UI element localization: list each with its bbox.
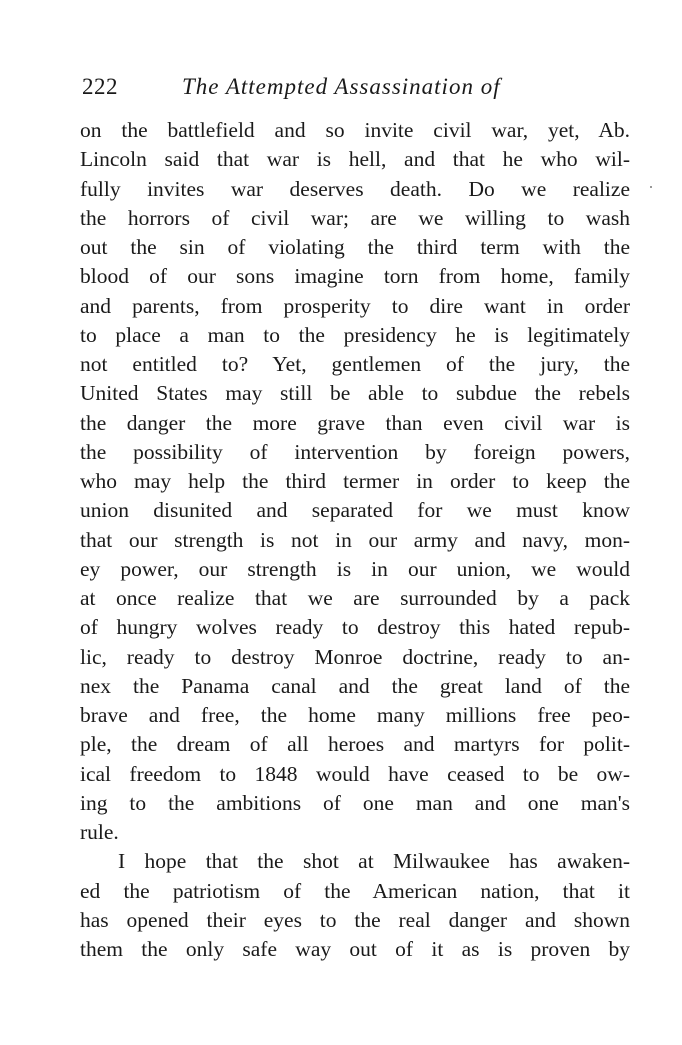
text-line: rule. bbox=[80, 820, 119, 844]
text-line: United States may still be able to subdue the rebels bbox=[80, 381, 630, 406]
text-line: Lincoln said that war is hell, and that he who wil- bbox=[80, 147, 630, 172]
page-number: 222 bbox=[82, 74, 118, 99]
running-head bbox=[82, 70, 630, 104]
text-line: ical freedom to 1848 would have ceased to be ow- bbox=[80, 761, 630, 786]
text-line: I hope that the shot at Milwaukee has awaken- bbox=[118, 849, 630, 874]
text-line: ing to the ambitions of one man and one man's bbox=[80, 790, 630, 815]
text-line: them the only safe way out of it as is proven by bbox=[80, 937, 630, 961]
text-line: the danger the more grave than even civil war is bbox=[80, 410, 630, 435]
text-line: to place a man to the presidency he is legitimately bbox=[80, 322, 630, 347]
text-line: and parents, from prosperity to dire want in order bbox=[80, 293, 630, 318]
text-line: brave and free, the home many millions free peo- bbox=[80, 703, 630, 727]
text-line: union disunited and separated for we must know bbox=[80, 498, 630, 523]
text-line: ple, the dream of all heroes and martyrs for polit- bbox=[80, 732, 630, 757]
text-line: has opened their eyes to the real danger and shown bbox=[80, 907, 630, 932]
text-line: the possibility of intervention by foreign powers, bbox=[80, 439, 630, 464]
margin-speck bbox=[650, 186, 652, 188]
text-line: who may help the third termer in order to keep the bbox=[80, 469, 630, 493]
text-line: that our strength is not in our army and navy, mon- bbox=[80, 527, 630, 552]
text-line: the horrors of civil war; are we willing to wash bbox=[80, 205, 630, 230]
text-line: on the battlefield and so invite civil war, yet, Ab. bbox=[80, 118, 630, 142]
text-line: nex the Panama canal and the great land of the bbox=[80, 673, 630, 698]
text-line: of hungry wolves ready to destroy this hated repub- bbox=[80, 615, 630, 640]
text-line: fully invites war deserves death. Do we realize bbox=[80, 176, 630, 201]
running-title: The Attempted Assassination of bbox=[182, 74, 501, 99]
paragraph-2 bbox=[80, 847, 630, 964]
text-line: at once realize that we are surrounded by a pack bbox=[80, 586, 630, 610]
text-line: blood of our sons imagine torn from home, family bbox=[80, 264, 630, 289]
body-text bbox=[80, 116, 630, 964]
text-line: out the sin of violating the third term with the bbox=[80, 235, 630, 259]
text-line: ey power, our strength is in our union, we would bbox=[80, 556, 630, 581]
text-line: lic, ready to destroy Monroe doctrine, ready to an- bbox=[80, 644, 630, 669]
text-line: ed the patriotism of the American nation, that it bbox=[80, 878, 630, 903]
text-line: not entitled to? Yet, gentlemen of the jury, the bbox=[80, 352, 630, 376]
paragraph-1 bbox=[80, 116, 630, 847]
